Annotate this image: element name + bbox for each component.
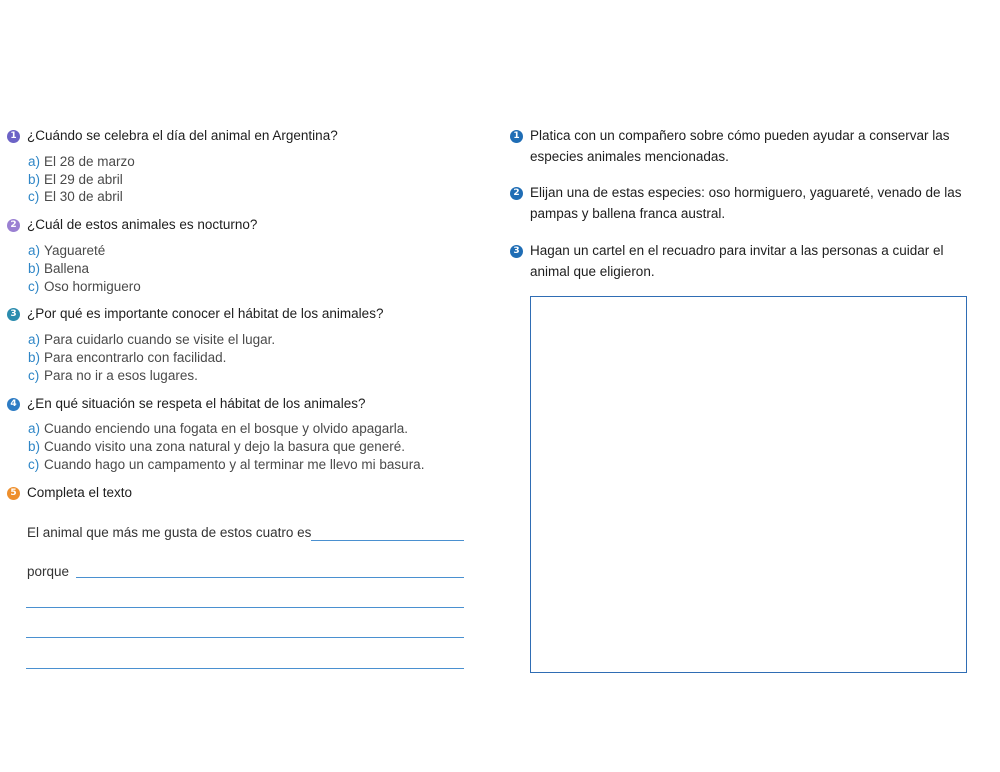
- option-text: Para cuidarlo cuando se visite el lugar.: [44, 332, 276, 347]
- option-text: El 30 de abril: [44, 189, 123, 204]
- option-text: Cuando hago un campamento y al terminar me llevo mi basura.: [44, 457, 425, 472]
- completion-prompt: El animal que más me gusta de estos cuatro es: [27, 525, 312, 540]
- activity-2-line-1: Elijan una de estas especies: oso hormiguero, yaguareté, venado de las: [530, 185, 962, 200]
- option-text: Cuando visito una zona natural y dejo la basura que generé.: [44, 439, 405, 454]
- option-4c[interactable]: [28, 457, 424, 473]
- option-text: Ballena: [44, 261, 90, 276]
- question-2-text: ¿Cuál de estos animales es nocturno?: [27, 217, 258, 232]
- option-3b[interactable]: [28, 350, 226, 366]
- activity-1: [510, 128, 950, 144]
- question-5-text: Completa el texto: [27, 485, 133, 500]
- option-text: El 28 de marzo: [44, 154, 135, 169]
- option-letter: a): [28, 421, 41, 436]
- answer-line-animal[interactable]: [311, 540, 464, 541]
- option-text: Yaguareté: [44, 243, 106, 258]
- option-letter: a): [28, 243, 41, 258]
- activity-1-line-1: Platica con un compañero sobre cómo pueden ayudar a conservar las: [530, 128, 950, 143]
- number-1-badge: 1: [7, 130, 20, 143]
- option-letter: c): [28, 457, 40, 472]
- option-1a[interactable]: [28, 154, 135, 170]
- option-3a[interactable]: [28, 332, 275, 348]
- option-letter: c): [28, 368, 40, 383]
- option-letter: c): [28, 279, 40, 294]
- option-text: Para no ir a esos lugares.: [44, 368, 198, 383]
- answer-line-extra-3[interactable]: [26, 668, 464, 669]
- option-4a[interactable]: [28, 421, 408, 437]
- question-3: [7, 306, 383, 322]
- question-2: [7, 217, 257, 233]
- option-4b[interactable]: [28, 439, 405, 455]
- option-letter: b): [28, 172, 41, 187]
- option-text: El 29 de abril: [44, 172, 123, 187]
- option-2a[interactable]: [28, 243, 105, 259]
- number-3-badge: 3: [510, 245, 523, 258]
- option-1b[interactable]: [28, 172, 123, 188]
- question-4: [7, 396, 365, 412]
- option-letter: a): [28, 332, 41, 347]
- activity-2: [510, 185, 962, 201]
- option-text: Oso hormiguero: [44, 279, 141, 294]
- option-letter: b): [28, 350, 41, 365]
- question-4-text: ¿En qué situación se respeta el hábitat de los animales?: [27, 396, 366, 411]
- answer-line-extra-1[interactable]: [26, 607, 464, 608]
- completion-because: porque: [27, 564, 70, 579]
- question-1-text: ¿Cuándo se celebra el día del animal en Argentina?: [27, 128, 338, 143]
- number-2-badge: 2: [510, 187, 523, 200]
- option-3c[interactable]: [28, 368, 198, 384]
- number-2-badge: 2: [7, 219, 20, 232]
- number-5-badge: 5: [7, 487, 20, 500]
- option-text: Cuando enciendo una fogata en el bosque y olvido apagarla.: [44, 421, 409, 436]
- activity-3-line-2: animal que eligieron.: [530, 264, 655, 279]
- question-3-text: ¿Por qué es importante conocer el hábitat de los animales?: [27, 306, 384, 321]
- option-text: Para encontrarlo con facilidad.: [44, 350, 227, 365]
- option-2b[interactable]: [28, 261, 89, 277]
- number-4-badge: 4: [7, 398, 20, 411]
- option-letter: b): [28, 261, 41, 276]
- question-1: [7, 128, 338, 144]
- question-5: [7, 485, 132, 501]
- option-1c[interactable]: [28, 189, 123, 205]
- activity-2-line-2: pampas y ballena franca austral.: [530, 206, 726, 221]
- number-1-badge: 1: [510, 130, 523, 143]
- number-3-badge: 3: [7, 308, 20, 321]
- activity-3: [510, 243, 944, 259]
- activity-1-line-2: especies animales mencionadas.: [530, 149, 729, 164]
- option-letter: a): [28, 154, 41, 169]
- option-letter: b): [28, 439, 41, 454]
- activity-3-line-1: Hagan un cartel en el recuadro para invitar a las personas a cuidar el: [530, 243, 944, 258]
- option-letter: c): [28, 189, 40, 204]
- poster-drawing-box[interactable]: [530, 296, 967, 673]
- option-2c[interactable]: [28, 279, 141, 295]
- answer-line-reason[interactable]: [76, 577, 464, 578]
- answer-line-extra-2[interactable]: [26, 637, 464, 638]
